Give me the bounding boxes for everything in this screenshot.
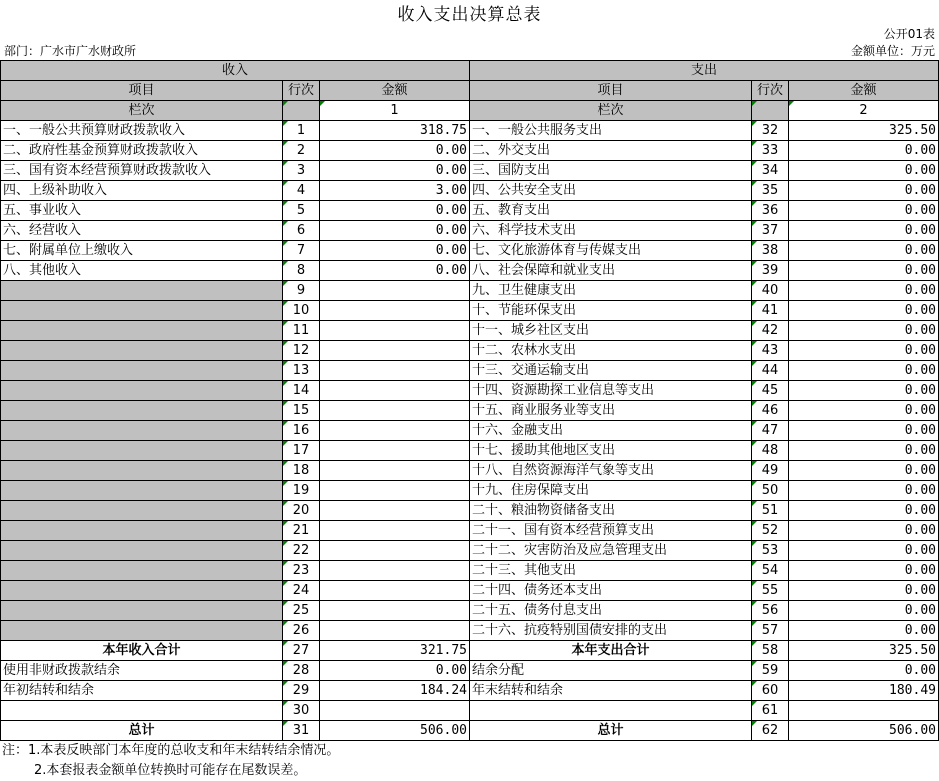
income-amount [320,501,470,521]
expense-total-amount [789,701,939,721]
expense-amount: 0.00 [789,521,939,541]
expense-line-no: 51 [752,501,789,521]
expense-column-label: 栏次 [470,101,752,121]
expense-amount: 0.00 [789,241,939,261]
table-row [1,341,939,361]
expense-item: 十、节能环保支出 [470,301,752,321]
total-row [1,641,939,661]
expense-item: 四、公共安全支出 [470,181,752,201]
income-section-header: 收入 [1,61,470,81]
income-line-no: 3 [283,161,320,181]
income-amount: 318.75 [320,121,470,141]
expense-line-no: 36 [752,201,789,221]
expense-line-no: 37 [752,221,789,241]
table-row [1,421,939,441]
footnotes [2,741,339,781]
income-total-line-no: 29 [283,681,320,701]
income-amount [320,561,470,581]
income-column-blank [283,101,320,121]
income-item: 三、国有资本经营预算财政拨款收入 [1,161,283,181]
income-total-item: 总计 [1,721,283,741]
column-header-row [1,81,939,101]
table-row [1,561,939,581]
income-line-no: 26 [283,621,320,641]
expense-line-no: 45 [752,381,789,401]
expense-item: 六、科学技术支出 [470,221,752,241]
expense-line-no: 57 [752,621,789,641]
expense-amount: 0.00 [789,621,939,641]
expense-line-no: 47 [752,421,789,441]
income-amount [320,581,470,601]
expense-line-no: 49 [752,461,789,481]
income-amount: 0.00 [320,261,470,281]
income-total-item: 本年收入合计 [1,641,283,661]
income-item-header: 项目 [1,81,283,101]
expense-amount: 0.00 [789,141,939,161]
income-item: 二、政府性基金预算财政拨款收入 [1,141,283,161]
income-line-no: 13 [283,361,320,381]
income-total-line-no: 28 [283,661,320,681]
expense-line-no: 35 [752,181,789,201]
expense-amount: 0.00 [789,361,939,381]
expense-total-item: 结余分配 [470,661,752,681]
expense-amount: 0.00 [789,501,939,521]
income-line-no: 23 [283,561,320,581]
expense-item: 八、社会保障和就业支出 [470,261,752,281]
income-line-no: 15 [283,401,320,421]
income-total-amount [320,701,470,721]
table-row [1,261,939,281]
expense-total-line-no: 59 [752,661,789,681]
expense-item: 二十四、债务还本支出 [470,581,752,601]
expense-amount: 0.00 [789,581,939,601]
income-line-header: 行次 [283,81,320,101]
expense-amount: 0.00 [789,401,939,421]
income-item [1,441,283,461]
expense-item: 二十一、国有资本经营预算支出 [470,521,752,541]
expense-amount: 0.00 [789,441,939,461]
expense-item: 十一、城乡社区支出 [470,321,752,341]
income-line-no: 18 [283,461,320,481]
expense-total-item: 年末结转和结余 [470,681,752,701]
total-row [1,661,939,681]
department-label: 部门：广水市广水财政所 [4,44,137,58]
expense-section-header: 支出 [470,61,939,81]
table-row [1,121,939,141]
expense-line-no: 32 [752,121,789,141]
income-amount: 0.00 [320,161,470,181]
income-item [1,501,283,521]
income-item [1,541,283,561]
page-title: 收入支出决算总表 [397,5,542,25]
expense-item: 一、一般公共服务支出 [470,121,752,141]
income-item [1,461,283,481]
income-amount [320,621,470,641]
income-amount: 0.00 [320,141,470,161]
income-line-no: 10 [283,301,320,321]
income-line-no: 24 [283,581,320,601]
expense-amount: 0.00 [789,461,939,481]
income-line-no: 25 [283,601,320,621]
table-row [1,521,939,541]
income-amount [320,281,470,301]
expense-line-no: 52 [752,521,789,541]
table-row [1,381,939,401]
table-row [1,401,939,421]
table-row [1,141,939,161]
income-total-item: 年初结转和结余 [1,681,283,701]
income-line-no: 16 [283,421,320,441]
table-row [1,221,939,241]
total-row [1,721,939,741]
income-amount [320,601,470,621]
income-total-amount: 321.75 [320,641,470,661]
income-amount [320,341,470,361]
expense-item: 七、文化旅游体育与传媒支出 [470,241,752,261]
unit-label: 金额单位：万元 [850,44,935,58]
expense-amount: 0.00 [789,221,939,241]
expense-amount: 0.00 [789,201,939,221]
expense-amount: 325.50 [789,121,939,141]
expense-item: 二十、粮油物资储备支出 [470,501,752,521]
expense-column-blank [752,101,789,121]
income-item: 四、上级补助收入 [1,181,283,201]
expense-amount: 0.00 [789,341,939,361]
expense-amount: 0.00 [789,601,939,621]
income-line-no: 4 [283,181,320,201]
footnote-1: 注：1.本表反映部门本年度的总收支和年末结转结余情况。 [2,743,340,758]
expense-item: 二十二、灾害防治及应急管理支出 [470,541,752,561]
income-item [1,481,283,501]
table-row [1,361,939,381]
income-amount: 0.00 [320,221,470,241]
income-amount [320,321,470,341]
expense-item-header: 项目 [470,81,752,101]
table-row [1,301,939,321]
expense-amount: 0.00 [789,161,939,181]
expense-amount: 0.00 [789,561,939,581]
income-line-no: 6 [283,221,320,241]
income-line-no: 11 [283,321,320,341]
expense-amount: 0.00 [789,381,939,401]
income-line-no: 9 [283,281,320,301]
income-amount [320,421,470,441]
expense-total-line-no: 62 [752,721,789,741]
income-item [1,561,283,581]
expense-line-no: 43 [752,341,789,361]
expense-line-no: 53 [752,541,789,561]
expense-total-amount: 506.00 [789,721,939,741]
expense-line-no: 41 [752,301,789,321]
income-item [1,301,283,321]
income-column-label: 栏次 [1,101,283,121]
expense-line-no: 33 [752,141,789,161]
total-row [1,701,939,721]
section-header-row [1,61,939,81]
expense-amount: 0.00 [789,181,939,201]
income-total-line-no: 31 [283,721,320,741]
expense-item: 二十五、债务付息支出 [470,601,752,621]
income-total-amount: 506.00 [320,721,470,741]
expense-line-no: 38 [752,241,789,261]
expense-item: 二十三、其他支出 [470,561,752,581]
expense-total-amount: 0.00 [789,661,939,681]
expense-item: 二十六、抗疫特别国债安排的支出 [470,621,752,641]
income-item [1,381,283,401]
income-line-no: 19 [283,481,320,501]
income-line-no: 8 [283,261,320,281]
income-amount [320,541,470,561]
income-item [1,401,283,421]
expense-column-number: 2 [789,101,939,121]
income-line-no: 20 [283,501,320,521]
expense-total-item [470,701,752,721]
income-line-no: 22 [283,541,320,561]
table-row [1,181,939,201]
expense-amount: 0.00 [789,321,939,341]
footnote-2: 2.本套报表金额单位转换时可能存在尾数误差。 [34,763,307,778]
income-line-no: 5 [283,201,320,221]
expense-item: 十二、农林水支出 [470,341,752,361]
expense-line-no: 55 [752,581,789,601]
expense-item: 十六、金融支出 [470,421,752,441]
expense-line-no: 40 [752,281,789,301]
expense-total-line-no: 60 [752,681,789,701]
expense-line-no: 50 [752,481,789,501]
expense-item: 十五、商业服务业等支出 [470,401,752,421]
income-line-no: 7 [283,241,320,261]
table-row [1,541,939,561]
income-item [1,601,283,621]
table-row [1,321,939,341]
expense-item: 五、教育支出 [470,201,752,221]
expense-item: 十八、自然资源海洋气象等支出 [470,461,752,481]
income-item: 八、其他收入 [1,261,283,281]
income-item [1,621,283,641]
income-item [1,281,283,301]
expense-line-no: 46 [752,401,789,421]
income-line-no: 17 [283,441,320,461]
expense-line-no: 48 [752,441,789,461]
income-column-number: 1 [320,101,470,121]
table-row [1,161,939,181]
income-amount [320,461,470,481]
expense-item: 二、外交支出 [470,141,752,161]
expense-line-no: 42 [752,321,789,341]
expense-line-no: 54 [752,561,789,581]
expense-total-line-no: 61 [752,701,789,721]
expense-item: 九、卫生健康支出 [470,281,752,301]
income-line-no: 14 [283,381,320,401]
expense-total-item: 总计 [470,721,752,741]
form-code-row [0,26,939,42]
income-item [1,421,283,441]
income-item: 五、事业收入 [1,201,283,221]
income-amount: 0.00 [320,241,470,261]
expense-amount: 0.00 [789,541,939,561]
meta-row [0,43,939,59]
expense-total-amount: 180.49 [789,681,939,701]
income-amount [320,381,470,401]
income-total-item [1,701,283,721]
expense-amount: 0.00 [789,281,939,301]
expense-item: 三、国防支出 [470,161,752,181]
expense-amount: 0.00 [789,261,939,281]
income-amount [320,441,470,461]
table-row [1,201,939,221]
income-total-line-no: 27 [283,641,320,661]
expense-total-line-no: 58 [752,641,789,661]
expense-line-no: 34 [752,161,789,181]
income-item: 一、一般公共预算财政拨款收入 [1,121,283,141]
expense-item: 十四、资源勘探工业信息等支出 [470,381,752,401]
expense-amount-header: 金额 [789,81,939,101]
expense-item: 十三、交通运输支出 [470,361,752,381]
table-row [1,601,939,621]
table-row [1,481,939,501]
income-line-no: 2 [283,141,320,161]
income-item [1,341,283,361]
expense-line-no: 39 [752,261,789,281]
income-item [1,521,283,541]
income-total-amount: 0.00 [320,661,470,681]
expense-line-header: 行次 [752,81,789,101]
income-item [1,581,283,601]
income-item [1,321,283,341]
table-row [1,281,939,301]
income-line-no: 1 [283,121,320,141]
table-row [1,441,939,461]
table-row [1,241,939,261]
table-row [1,621,939,641]
income-total-amount: 184.24 [320,681,470,701]
income-item [1,361,283,381]
income-amount [320,301,470,321]
income-item: 六、经营收入 [1,221,283,241]
income-amount: 0.00 [320,201,470,221]
form-code: 公开01表 [883,27,935,41]
income-amount-header: 金额 [320,81,470,101]
income-amount: 3.00 [320,181,470,201]
expense-amount: 0.00 [789,301,939,321]
expense-line-no: 44 [752,361,789,381]
expense-total-item: 本年支出合计 [470,641,752,661]
table-row [1,501,939,521]
income-line-no: 12 [283,341,320,361]
expense-item: 十七、援助其他地区支出 [470,441,752,461]
total-row [1,681,939,701]
income-amount [320,481,470,501]
table-row [1,461,939,481]
income-line-no: 21 [283,521,320,541]
income-total-item: 使用非财政拨款结余 [1,661,283,681]
expense-line-no: 56 [752,601,789,621]
column-index-row [1,101,939,121]
expense-amount: 0.00 [789,421,939,441]
income-amount [320,401,470,421]
income-item: 七、附属单位上缴收入 [1,241,283,261]
income-amount [320,521,470,541]
table-row [1,581,939,601]
expense-total-amount: 325.50 [789,641,939,661]
expense-amount: 0.00 [789,481,939,501]
summary-table [0,60,939,741]
income-amount [320,361,470,381]
expense-item: 十九、住房保障支出 [470,481,752,501]
income-total-line-no: 30 [283,701,320,721]
